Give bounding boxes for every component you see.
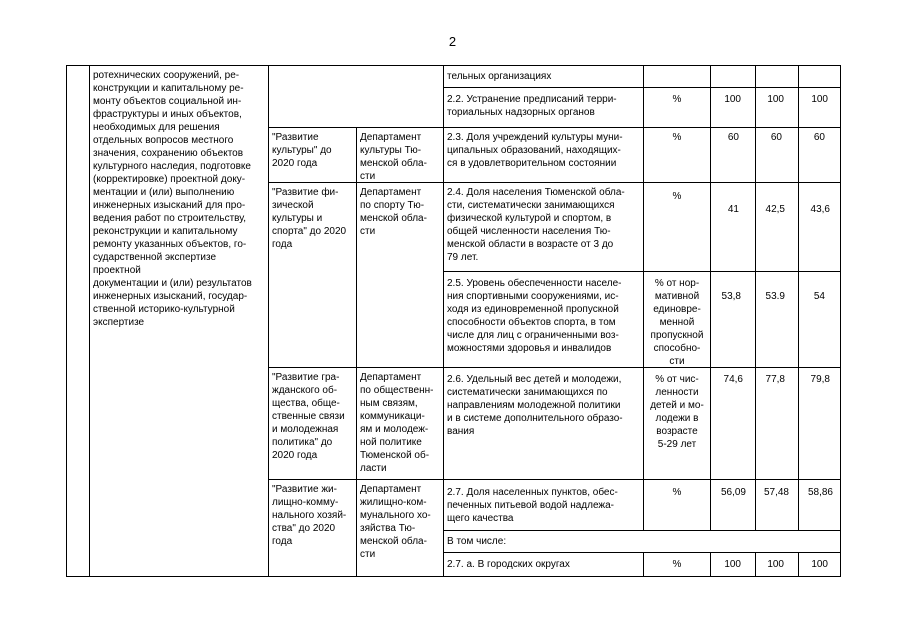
indicator-text: 2.5. Уровень обеспеченности населе- ния спортивными сооружениями, ис- ходя из единовременной пропускной способности объектов спорта, в том числе для лиц с ограниченными воз- можностями здоровья и инвалидов [447, 278, 622, 354]
table-vline-6 [710, 65, 711, 530]
indicator-value-2: 53.9 [765, 291, 785, 302]
indicator-text: 2.4. Доля населения Тюменской обла- сти, систематически занимающихся физической культурой и спортом, в общей численности населения Тю- менской области в возрасте от 3 до 79 лет. [447, 187, 625, 263]
table-vline-6b [710, 552, 711, 577]
indicator-value-2: 60 [770, 132, 782, 143]
table-hline-8 [443, 552, 841, 553]
table-vline-3 [356, 127, 357, 577]
indicator-value-3: 100 [811, 94, 828, 105]
indicator-value-3: 79,8 [810, 374, 830, 385]
table-vline-5b [643, 552, 644, 577]
indicator-unit: % [672, 191, 682, 202]
indicator-text: 2.6. Удельный вес детей и молодежи, систематически занимающихся по направлениям молодежной политики и в системе дополнительного образо- вания [447, 374, 623, 437]
indicator-value-3: 43,6 [810, 204, 830, 215]
indicator-text: 2.3. Доля учреждений культуры муни- ципальных образований, находящих- ся в удовлетворительном состоянии [447, 132, 623, 169]
indicator-unit: % [672, 559, 682, 570]
indicator-unit: % от чис- ленности детей и мо- лодежи в возрасте 5-29 лет [650, 374, 704, 450]
table-hline-2 [268, 127, 841, 128]
table-vline-1 [89, 65, 90, 577]
indicator-value-2: 100 [767, 94, 784, 105]
indicator-value-3: 54 [813, 291, 825, 302]
indicator-value-3: 100 [811, 559, 828, 570]
table-vline-2 [268, 65, 269, 577]
program-name: "Развитие гра- жданского об- щества, обще- ственные связи и молодежная политика" до 2020 года [272, 372, 345, 461]
indicator-value-1: 100 [724, 559, 741, 570]
indicator-value-2: 42,5 [765, 204, 785, 215]
table-hline-1 [443, 87, 841, 88]
indicator-value-1: 41 [727, 204, 739, 215]
table-border-top [66, 65, 841, 66]
table-vline-4 [443, 65, 444, 577]
indicator-value-3: 58,86 [807, 487, 833, 498]
indicator-value-1: 100 [724, 94, 741, 105]
activity-description: ротехнических сооружений, ре- конструкции и капитальному ре- монту объектов социальной ин- фраструктуры и иных объектов, необходимых для решения отдельных вопросов местного значения, сохранению объектов культурного наследия, подготовке (корректировке) проектной доку- ментации и (или) выполнению инженерных изысканий для про- ведения работ по строительству, реконструкции и капитальному ремонту указанных объектов, го- сударственной экспертизе проектной документации и (или) результатов инженерных изысканий, государ- ственной историко-культурной экспертизе [93, 70, 252, 328]
table-border-left [66, 65, 67, 577]
program-agency: Департамент по спорту Тю- менской обла- сти [360, 187, 427, 237]
table-hline-7 [443, 530, 841, 531]
table-hline-6 [268, 479, 841, 480]
table-hline-5 [268, 367, 841, 368]
program-name: "Развитие культуры" до 2020 года [272, 132, 332, 169]
table-border-bottom [66, 576, 841, 577]
indicator-value-3: 60 [813, 132, 825, 143]
indicator-text: 2.7. а. В городских округах [447, 559, 570, 570]
indicator-value-2: 77,8 [765, 374, 785, 385]
indicator-value-1: 56,09 [720, 487, 746, 498]
program-name: "Развитие фи- зической культуры и спорта" до 2020 года [272, 187, 347, 250]
program-name: "Развитие жи- лищно-комму- нального хозяй- ства" до 2020 года [272, 484, 347, 547]
indicator-unit: % [672, 94, 682, 105]
page-number: 2 [448, 34, 457, 49]
indicator-unit: % [672, 487, 682, 498]
indicator-value-1: 53,8 [721, 291, 741, 302]
indicator-subheading: В том числе: [447, 536, 507, 547]
table-border-right [840, 65, 841, 577]
table-vline-5 [643, 65, 644, 530]
table-vline-8 [798, 65, 799, 530]
indicator-value-2: 100 [767, 559, 784, 570]
indicator-value-1: 60 [727, 132, 739, 143]
table-vline-7 [755, 65, 756, 530]
program-agency: Департамент жилищно-ком- мунального хо- зяйства Тю- менской обла- сти [360, 484, 431, 560]
indicator-text: тельных организациях [447, 71, 552, 82]
table-vline-7b [755, 552, 756, 577]
indicator-value-2: 57,48 [763, 487, 789, 498]
program-agency: Департамент по общественн- ным связям, коммуникаци- ям и молодеж- ной политике Тюменской об- ласти [360, 372, 434, 474]
program-agency: Департамент культуры Тю- менской обла- сти [360, 132, 427, 182]
indicator-unit: % [672, 132, 682, 143]
indicator-text: 2.2. Устранение предписаний терри- ториальных надзорных органов [447, 94, 617, 118]
table-hline-3 [268, 182, 841, 183]
table-hline-4 [443, 271, 841, 272]
indicator-value-1: 74,6 [723, 374, 743, 385]
indicator-text: 2.7. Доля населенных пунктов, обес- печенных питьевой водой надлежа- щего качества [447, 487, 618, 524]
table-vline-8b [798, 552, 799, 577]
indicator-unit: % от нор- мативной единовре- менной пропускной способно- сти [650, 278, 704, 367]
